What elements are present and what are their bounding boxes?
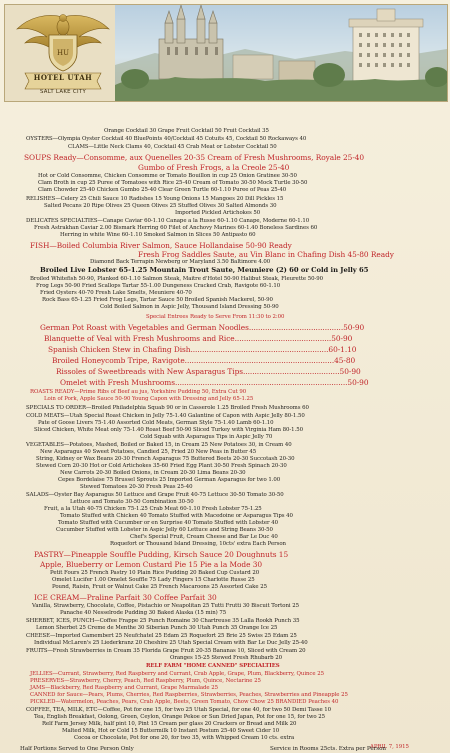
menu-line: Stewed Corn 20-30 Hot or Cold Artichokes 35-60 Fried Egg Plant 30-50 Fresh Spinach 20-30 <box>36 463 287 469</box>
menu-line: Vanilla, Strawberry, Chocolate, Coffee, Pistachio or Neapolitan 25 Tutti Frutti 30 Biscuit Tortoni 25 <box>32 603 299 609</box>
menu-line: Oranges 15-25 Stewed Fresh Rhubarb 20 <box>170 655 282 661</box>
menu-line: Fried Oysters 40-70 Fresh Lake Smelts, Meuniere 40-70 <box>40 290 192 296</box>
menu-line: Imported Pickled Artichokes 50 <box>175 210 261 216</box>
menu-line: Tomato Stuffed with Cucumber or en Surprise 40 Tomato Stuffed with Lobster 40 <box>58 520 278 526</box>
menu-line: Tomato Stuffed with Chicken 40 Tomato Stuffed with Macedoine or Asparagus Tips 40 <box>60 513 293 519</box>
menu-line: ROASTS READY—Prime Ribs of Beef au jus, Yorkshire Pudding 50, Extra Cut 90 <box>30 389 247 395</box>
menu-line: COLD MEATS—Utah Special Roast Chicken in Jelly 75-1.40 Galantine of Capon with Aspic Jelly 80-1.50 <box>26 413 305 419</box>
menu-line: CHEESE—Imported Camembert 25 Neufchatel 25 Edam 25 Roquefort 25 Brie 25 Swiss 25 Edam 25 <box>26 633 297 639</box>
menu-line: Clam Chowder 25-40 Chicken Gumbo 25-40 Clear Green Turtle 60-1.10 Puree of Peas 25-40 <box>38 187 287 193</box>
menu-line: Broiled Honeycomb Tripe, Ravigote.................................................................45-80 <box>52 356 356 365</box>
menu-line: Relf Farm Jersey Milk, half pint 10, Pint 15 Cream per glass 20 Crackers or Bread and Milk 20 <box>42 721 297 727</box>
menu-line: Stewed Tomatoes 20-30 Fresh Peas 25-40 <box>80 484 193 490</box>
menu-line: Orange Cocktail 30 Grape Fruit Cocktail 50 Fruit Cocktail 35 <box>104 128 269 134</box>
menu-line: SALADS—Oyster Bay Asparagus 50 Lettuce and Grape Fruit 40-75 Lettuce 30-50 Tomato 30-50 <box>26 492 284 498</box>
menu-line: Petit Fours 25 French Pastry 10 Plain Rice Pudding 20 Baked Cup Custard 20 <box>50 570 260 576</box>
menu-line: Rock Bass 65-1.25 Fried Frog Legs, Tartar Sauce 50 Broiled Spanish Mackerel, 50-90 <box>42 297 273 303</box>
menu-line: Special Entrees Ready to Serve From 11:30 to 2:00 <box>146 314 285 320</box>
menu-line: Omelet with Fresh Mushrooms...........................................................................50-90 <box>60 378 369 387</box>
menu-line: String, Kidney or Wax Beans 20-30 French Asparagus 75 Buttered Beets 20-30 Succotash 20-30 <box>36 456 295 462</box>
menu-line: RELISHES—Celery 25 Chili Sauce 10 Radishes 15 Young Onions 15 Mangoes 20 Dill Pickles 15 <box>26 196 284 202</box>
menu-line: Salted Pecans 20 Ripe Olives 25 Queen Olives 25 Stuffed Olives 30 Salted Almonds 30 <box>44 203 277 209</box>
menu-line: CLAMS—Little Neck Clams 40, Cocktail 45 Crab Meat or Lobster Cocktail 50 <box>68 144 277 150</box>
menu-line: VEGETABLES—Potatoes, Mashed, Boiled or Baked 15, in Cream 25 New Potatoes 30, in Cream 40 <box>26 442 292 448</box>
menu-line: FISH—Boiled Columbia River Salmon, Sauce Hollandaise 50-90 Ready <box>30 241 292 250</box>
menu-line: Cold Boiled Salmon in Aspic Jelly, Thousand Island Dressing 50-90 <box>100 304 279 310</box>
menu-line: Broiled Whitefish 50-90, Planked 60-1.10 Salmon Steak, Maitre d'Hotel 50-90 Halibut Steak, Fleurette 50-90 <box>30 276 324 282</box>
emblem-title: HOTEL UTAH <box>33 73 93 82</box>
menu-line: Broiled Live Lobster 65-1.25 Mountain Trout Saute, Meuniere (2) 60 or Cold in Jelly 65 <box>40 266 369 274</box>
menu-line: Hot or Cold Consomme, Chicken Consomme or Tomato Bouillon in cup 25 Onion Gratinee 30-50 <box>38 173 297 179</box>
menu-line: Tea, English Breakfast, Oolong, Green, Ceylon, Orange Pekoe or Sun Dried Japan, Pot for one 15, for two 25 <box>34 714 326 720</box>
hotel-utah-eagle-emblem <box>11 7 115 99</box>
emblem-subtitle: SALT LAKE CITY <box>39 89 87 95</box>
menu-line: Roquefort or Thousand Island Dressing, 10cts' extra Each Person <box>110 541 286 547</box>
menu-line: Chef's Special Fruit, Cream Cheese and Bar Le Duc 40 <box>130 534 278 540</box>
menu-line: SHERBET, ICES, PUNCH—Coffee Frappe 25 Punch Romaine 30 Chartreuse 35 Lalla Rookh Punch 35 <box>26 618 300 624</box>
menu-line: Blanquette of Veal with Fresh Mushrooms and Rice..........................................50-90 <box>44 334 353 343</box>
menu-line: COFFEE, TEA, MILK, ETC—Coffee, Pot for one 15, for two 25 Utah Special, for one 40, for two 50 Demi Tasse 10 <box>26 707 332 713</box>
menu-line: Omelet Lucifer 1.00 Omelet Souffle 75 Lady Fingers 15 Charlotte Russe 25 <box>52 577 255 583</box>
menu-line: JAMS—Blackberry, Red Raspberry and Currant, Grape Marmalade 25 <box>30 685 218 691</box>
menu-line: PICKLED—Watermelon, Peaches, Pears, Crab Apple, Beets, Green Tomato, Chow Chow 25 BRANDIED Peaches 40 <box>30 699 339 705</box>
menu-line: Fresh Frog Saddles Saute, au Vin Blanc in Chafing Dish 45-80 Ready <box>138 250 394 259</box>
menu-line: Herring in white Wine 60-1.10 Smoked Salmon in Slices 50 Antipasto 60 <box>60 232 256 238</box>
menu-line: FRUITS—Fresh Strawberries in Cream 35 Florida Grape Fruit 20-35 Bananas 10, Sliced with Cream 20 <box>26 648 306 654</box>
menu-line: Malted Milk, Hot or Cold 15 Buttermilk 10 Instant Postum 25-40 Sweet Cider 10 <box>62 728 280 734</box>
menu-line: Cepes Bordelaise 75 Brussel Sprouts 25 Imported German Asparagus for two 1.00 <box>58 477 281 483</box>
menu-line: Spanish Chicken Stew in Chafing Dish............................................................60-1.10 <box>48 345 357 354</box>
menu-line: SPECIALS TO ORDER—Broiled Philadelphia Squab 90 or in Casserole 1.25 Broiled Fresh Mushrooms 60 <box>26 405 309 411</box>
menu-line: Lettuce and Tomato 30-50 Combination 30-50 <box>70 499 194 505</box>
menu-line: Diamond Back Terrapin Newberg or Maryland 3.50 Baltimore 4.00 <box>90 259 271 265</box>
menu-line: Frog Legs 50-90 Fried Scallops Tartar 55-1.00 Dungeness Cracked Crab, Ravigote 60-1.10 <box>36 283 281 289</box>
menu-line: ICE CREAM—Praline Parfait 30 Coffee Parfait 30 <box>34 593 217 602</box>
menu-line: PASTRY—Pineapple Souffle Pudding, Kirsch Sauce 20 Doughnuts 15 <box>34 550 289 559</box>
menu-line: Service in Rooms 25cts. Extra per Person <box>270 746 386 752</box>
menu-line: OYSTERS—Olympia Oyster Cocktail 40 BluePoints 40/Cocktail 45 Cotuits 45, Cocktail 50 Rockaways 40 <box>26 136 307 142</box>
menu-line: Cucumber Stuffed with Lobster in Aspic Jelly 60 Lettuce and String Beans 30-50 <box>56 527 273 533</box>
menu-line: German Pot Roast with Vegetables and German Noodles.........................................50-90 <box>40 323 365 332</box>
salt-lake-city-temple-scene <box>115 5 447 101</box>
menu-line: Fruit, a la Utah 40-75 Chicken 75-1.25 Crab Meat 60-1.10 Fresh Lobster 75-1.25 <box>44 506 262 512</box>
menu-line: Cocoa or Chocolate, Pot for one 20, for two 35, with Whipped Cream 10 cts. extra <box>74 735 295 741</box>
menu-line: Half Portions Served to One Person Only <box>20 746 134 752</box>
svg-text:HU: HU <box>56 49 70 57</box>
menu-line: CANNED for Sauce—Pears, Plums, Cherries, Red Raspberries, Strawberries, Peaches, Strawberries and Pineapple 25 <box>30 692 348 698</box>
menu-line: Individual McLaren's 25 Liederkranz 20 Cheshire 25 Utah Special Cream with Bar Le Duc Jelly 25-40 <box>34 640 308 646</box>
menu-line: APRIL 7, 1915 <box>370 744 409 750</box>
menu-line: Gumbo of Fresh Frogs, a la Creole 25-40 <box>138 163 290 172</box>
menu-line: Fresh Astrakhan Caviar 2.00 Bismark Herring 60 Filet of Anchovy Marines 60-1.40 Boneless Sardines 60 <box>34 225 318 231</box>
menu-line: New Asparagus 40 Sweet Potatoes, Candied 25, Fried 20 New Peas in Butter 45 <box>40 449 257 455</box>
menu-line: Cold Squab with Asparagus Tips in Aspic Jelly 70 <box>140 434 273 440</box>
menu-line: SOUPS Ready—Consomme, aux Quenelles 20-35 Cream of Fresh Mushrooms, Royale 25-40 <box>24 153 365 162</box>
menu-line: Pound, Raisin, Fruit or Walnut Cake 25 French Macaroons 25 Assorted Cake 25 <box>52 584 267 590</box>
menu-line: Panache 40 Nesselrode Pudding 30 Baked Alaska (15 min) 75 <box>60 610 227 616</box>
menu-line: Lemon Sherbet 25 Creme de Menthe 30 Siberian Punch 30 Utah Punch 35 Orange Ice 25 <box>36 625 278 631</box>
menu-line: RELF FARM "HOME CANNED" SPECIALTIES <box>146 663 280 669</box>
menu-line: JELLIES—Currant, Strawberry, Red Raspberry and Currant, Crab Apple, Grape, Plum, Blackberry, Quince 25 <box>30 671 324 677</box>
menu-line: Clam Broth in cup 25 Puree of Tomatoes with Rice 25-40 Cream of Tomato 30-50 Mock Turtle 30-50 <box>38 180 308 186</box>
menu-line: Loin of Pork, Apple Sauce 50-90 Young Capon with Dressing and Jelly 65-1.25 <box>44 396 254 402</box>
menu-header <box>4 4 448 102</box>
menu-line: Pate of Goose Livers 75-1.40 Assorted Cold Meats, German Style 75-1.40 Lamb 60-1.10 <box>38 420 274 426</box>
menu-line: New Carrots 20-30 Boiled Onions, in Cream 20-30 Lima Beans 20-30 <box>60 470 246 476</box>
menu-line: Sliced Chicken, White Meat only 75-1.40 Roast Beef 50-90 Sliced Turkey with Virginia Ham 80-1.50 <box>34 427 303 433</box>
menu-line: Rissoles of Sweetbreads with New Asparagus Tips..........................................50-90 <box>56 367 361 376</box>
menu-line: PRESERVES—Strawberry, Cherry, Peach, Red Raspberry, Plum, Quince, Nectarine 25 <box>30 678 261 684</box>
menu-line: Apple, Blueberry or Lemon Custard Pie 15 Pie a la Mode 30 <box>40 560 263 569</box>
menu-body <box>0 100 450 753</box>
menu-line: DELICATES SPECIALTIES—Canape Caviar 60-1.10 Canape a la Russe 60-1.10 Canape, Moderne 60-1.10 <box>26 218 310 224</box>
